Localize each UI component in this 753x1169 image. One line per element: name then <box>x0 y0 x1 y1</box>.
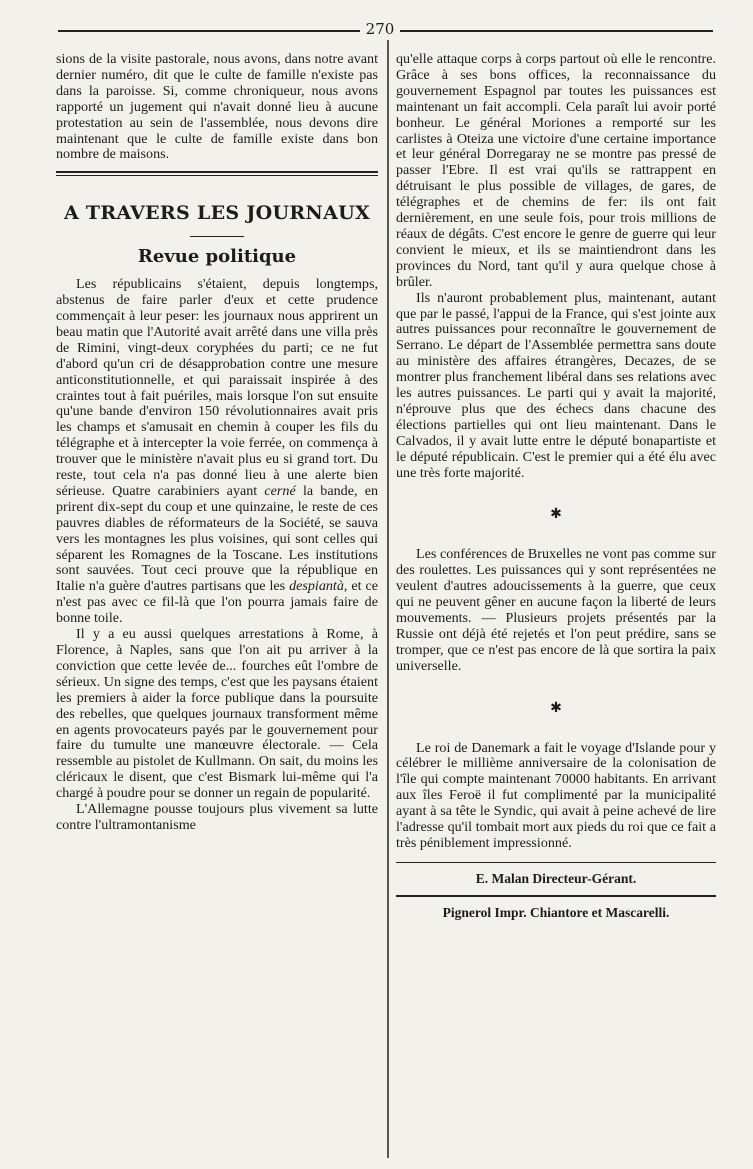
article-paragraph-3: L'Allemagne pousse toujours plus vivement sa lutte contre l'ultramontanisme <box>56 801 378 833</box>
star-separator: ✱ <box>550 507 562 523</box>
article-paragraph-6: Le roi de Danemark a fait le voyage d'Islande pour y célébrer le millième anniversaire de la colonisation de l'île qui compte maintenant 70000 habitants. En arrivant aux îles Feroë il fut complimenté par la municipalité ayant à sa tête le Syndic, qui avait à peine achevé de lire l'adresse qu'il tombait mort aux pieds du roi que ce fait a très péniblement impressionné. <box>396 739 716 851</box>
right-column <box>396 52 716 921</box>
emphasis-text: cerné <box>264 482 296 499</box>
article-paragraph-5: Les conférences de Bruxelles ne vont pas comme sur des roulettes. Les puissances qui y sont représentées ne veulent d'autres adoucissements à la guerre, que ceux qui ne peuvent gêner en aucune façon la liberté de leurs mouvements. — Plusieurs projets présentés par la Russie ont déjà été rejetés et l'on peut prédire, sans se tromper, que ce n'est pas encore de là que sortira la paix universelle. <box>396 546 716 674</box>
signature: E. Malan Directeur-Gérant. <box>475 870 637 886</box>
subsection-title: Revue politique <box>137 246 297 268</box>
article-paragraph-2: Il y a eu aussi quelques arrestations à Rome, à Florence, à Naples, sans que l'on ait pu arriver à la conviction que cette levée de... fourches eût l'ombre de sérieux. Un signe des temps, c'est que les paysans étaient les premiers à aider la force publique dans la poursuite des rebelles, que quelques journaux transforment même en agents provocateurs payés par le gouvernement pour faire du tumulte une manœuvre électorale. — Cela ressemble au pistolet de Kullmann. On sait, du moins les cléricaux le disent, que c'est Bismark lui-même qui l'a chargé à poudre pour se donner un regain de popularité. <box>56 626 378 802</box>
article-paragraph-4: Ils n'auront probablement plus, maintenant, autant que par le passé, l'appui de la France, qui s'est jointe aux autres puissances pour reconnaître le gouvernement de Serrano. Le départ de l'Assemblée permettra sans doute au ministère des affaires étrangères, Decazes, de se montrer plus franchement libéral dans ses relations avec les autres puissances. Le parti qui y avait la majorité, n'éprouve plus que des échecs dans chacune des élections partielles qui ont lieu maintenant. Dans le Calvados, il y avait lutte entre le député bonapartiste et le député républicain. C'est le premier qui a été élu avec une très forte majorité. <box>396 289 716 481</box>
printer-line: Pignerol Impr. Chiantore et Mascarelli. <box>442 904 670 920</box>
signature-rule <box>396 862 716 863</box>
article-paragraph-1 <box>56 277 378 627</box>
title-rule <box>190 236 244 237</box>
star-separator: ✱ <box>550 700 562 716</box>
printer-rule <box>396 895 716 897</box>
paragraph-text: , et ce n'est pas avec ce fil-là que l'on pourra jamais faire de bonne toile. <box>56 578 378 627</box>
paragraph-text: Les républicains s'étaient, depuis longtemps, abstenus de faire parler d'eux et cette prudence commençait à leur peser: les journaux nous apprirent un beau matin que l'Autorité avait arrêté dans une villa près de Rimini, vingt-deux coryphées du parti; ce ne fut d'abord qu'un cri de désapprobation contre une mesure anticonstitutionnelle, et qui paraissait inspirée à des craintes tout à fait puériles, mais lorsque l'on sut ensuite qu'une bande d'environ 150 révolutionnaires avait pris les champs et s'amusait en chemin à couper les fils du télégraphe et à intercepter la voie ferrée, on commença à trouver que le ministère n'avait plus eu si grand tort. Du reste, tout cela n'a pas donné lieu à une alerte bien sérieuse. Quatre carabiniers ayant <box>56 276 378 499</box>
article-paragraph-continued: qu'elle attaque corps à corps partout où elle le rencontre. Grâce à ses bons offices, la reconnaissance du gouvernement Espagnol par toutes les puissances est maintenant un fait accompli. Cela paraît lui avoir porté bonheur. Le général Moriones a remporté sur les carlistes à Oteiza une victoire d'une certaine importance et leur général Dorregaray ne se montre pas pressé de passer l'Ebre. Il est vrai qu'ils se rattrappent en détruisant le plus possible de villages, de gares, de télégraphes et de chemins de fer: ils ont fait dernièrement, en une seule fois, pour trois millions de réaux de dégâts. C'est encore le genre de guerre qui leur convient le mieux, et ils se maintiendront dans les provinces du Nord, tant qu'il y aura quelque chose à brûler. <box>396 51 716 290</box>
section-separator <box>56 171 378 176</box>
page-number: 270 <box>360 20 400 38</box>
emphasis-text: despiantà <box>289 578 344 595</box>
paragraph-text: la bande, en prirent dix-sept du coup et une quinzaine, le reste de ces pauvres diables de réformateurs de la Société, se sauva vers les montagnes les plus voisines, qui sont celles qui séparent les Romagnes de la Toscane. Les institutions sont sauvées. Tout ceci prouve que la république en Italie n'a guère d'autres partisans que les <box>56 482 378 595</box>
section-title: A TRAVERS LES JOURNAUX <box>63 202 371 225</box>
intro-paragraph: sions de la visite pastorale, nous avons, dans notre avant dernier numéro, dit que le culte de famille n'existe pas dans la paroisse. Si, comme chroniqueur, nous avons rapporté un jugement qui n'avait donné lieu à aucune protestation au sein de l'assemblée, nous devons dire maintenant que le culte de famille existe dans bon nombre de maisons. <box>56 51 378 163</box>
column-divider <box>387 40 389 1158</box>
left-column <box>56 52 378 834</box>
